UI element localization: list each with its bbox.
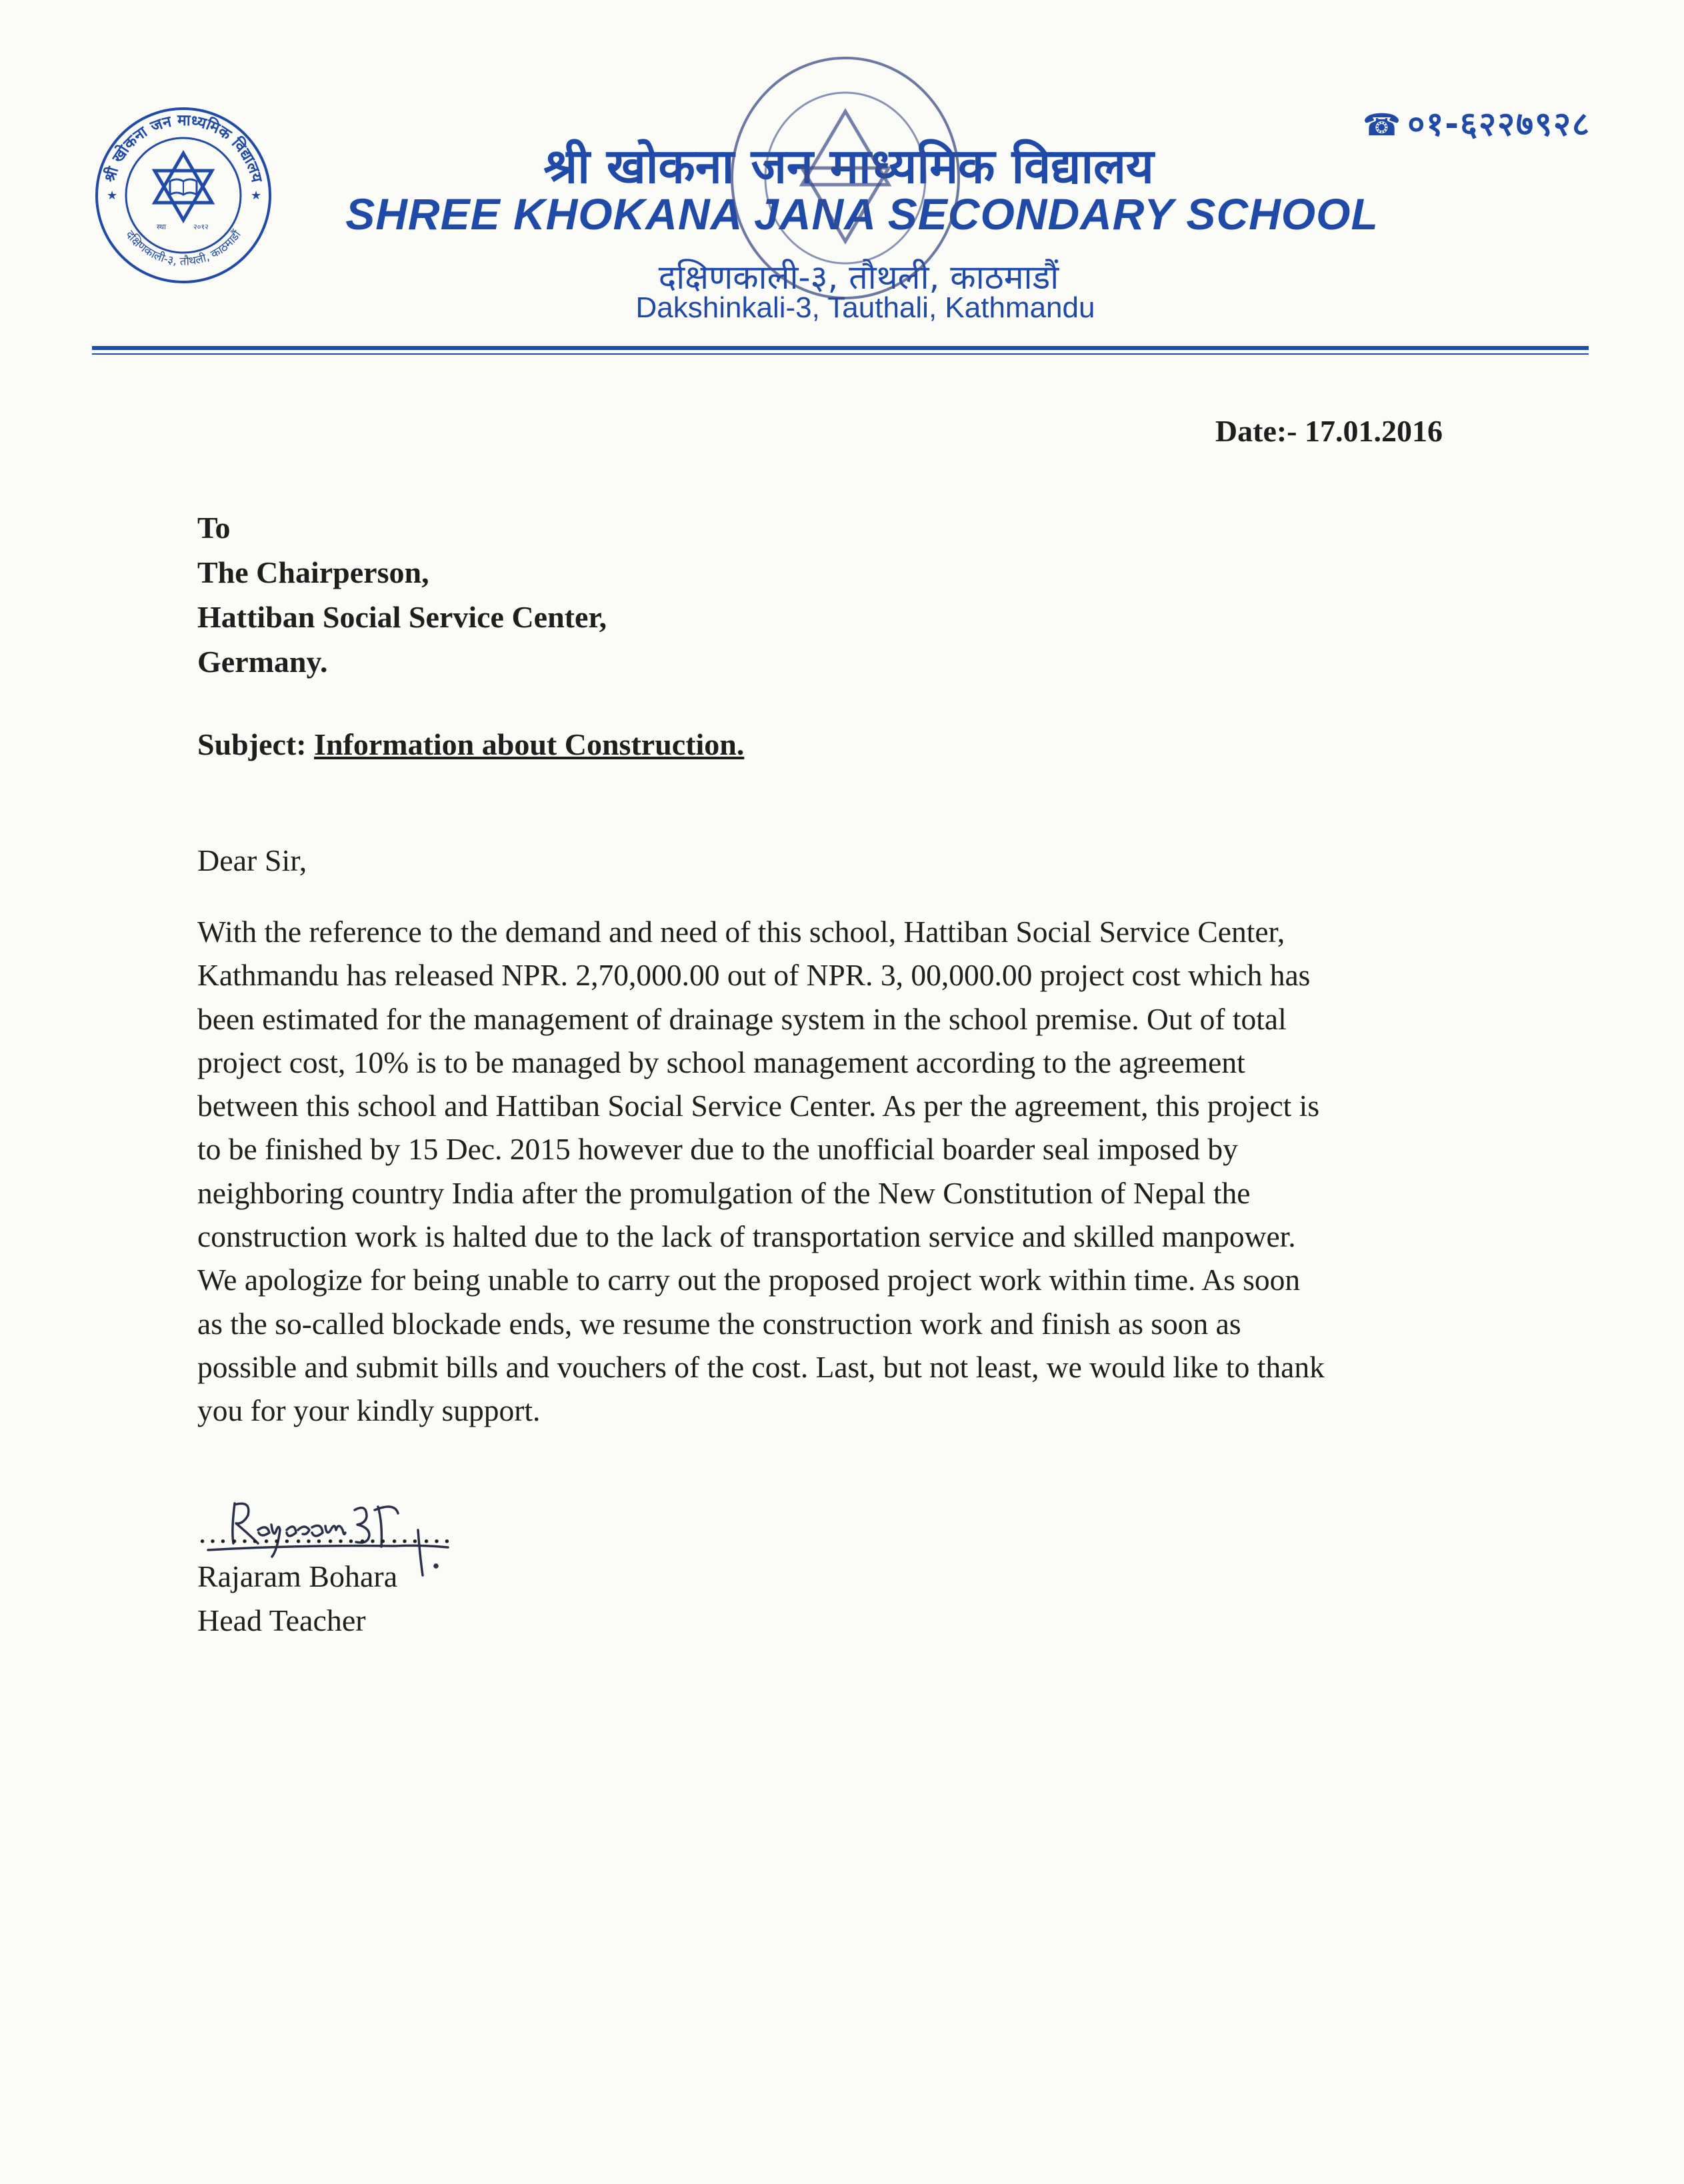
svg-text:★: ★	[107, 189, 118, 202]
recipient-line: Hattiban Social Service Center,	[197, 600, 607, 634]
recipient-line: The Chairperson,	[197, 555, 429, 589]
letterhead-rule-thin	[92, 353, 1589, 355]
svg-text:★: ★	[251, 189, 262, 202]
signature-dots: ……………………	[197, 1515, 453, 1549]
letter-date: Date:- 17.01.2016	[1215, 414, 1443, 448]
body-line: construction work is halted due to the lack of transportation service and skilled manpower.	[197, 1219, 1296, 1254]
body-line: Kathmandu has released NPR. 2,70,000.00 out of NPR. 3, 00,000.00 project cost which has	[197, 958, 1311, 993]
recipient-to: To	[197, 511, 231, 545]
logo-year-left: स्था	[157, 223, 166, 231]
telephone-icon: ☎	[1362, 107, 1403, 143]
school-stamp	[722, 48, 969, 315]
school-address-nepali: दक्षिणकाली-३, तौथली, काठमाडौं	[658, 258, 1059, 297]
body-line: possible and submit bills and vouchers of the cost. Last, but not least, we would like to thank	[197, 1349, 1325, 1384]
signatory-title: Head Teacher	[197, 1603, 366, 1637]
letter-body	[197, 910, 1484, 1433]
body-line: neighboring country India after the promulgation of the New Constitution of Nepal the	[197, 1175, 1251, 1210]
logo-year-right: २०१२	[193, 223, 209, 231]
body-line: With the reference to the demand and need of this school, Hattiban Social Service Center,	[197, 915, 1285, 949]
body-line: between this school and Hattiban Social Service Center. As per the agreement, this project is	[197, 1089, 1320, 1123]
recipient-block	[197, 505, 607, 684]
school-name-nepali: श्री खोकना जन माध्यमिक विद्यालय	[543, 138, 1154, 194]
letterhead-rule	[92, 346, 1589, 350]
salutation: Dear Sir,	[197, 843, 307, 877]
body-line: been estimated for the management of drainage system in the school premise. Out of total	[197, 1001, 1287, 1036]
subject-text: Information about Construction.	[314, 727, 745, 761]
subject-label: Subject:	[197, 727, 307, 761]
body-line: as the so-called blockade ends, we resume the construction work and finish as soon as	[197, 1306, 1241, 1341]
logo-ring-text: श्री खोकना जन माध्यमिक विद्यालय	[101, 111, 266, 185]
body-line: you for your kindly support.	[197, 1393, 541, 1428]
logo-ring-text-bottom: दक्षिणकाली-३, तौथली, काठमाडौं	[123, 228, 244, 269]
subject-line	[197, 727, 744, 762]
signatory-name: Rajaram Bohara	[197, 1559, 398, 1593]
body-line: project cost, 10% is to be managed by school management according to the agreement	[197, 1045, 1245, 1079]
phone-number: ०१-६२२७९२८	[1407, 105, 1591, 143]
school-phone	[1363, 100, 1591, 145]
body-line: to be finished by 15 Dec. 2015 however due to the unofficial boarder seal imposed by	[197, 1132, 1238, 1167]
school-name-english: SHREE KHOKANA JANA SECONDARY SCHOOL	[345, 189, 1379, 239]
school-address-english: Dakshinkali-3, Tauthali, Kathmandu	[635, 291, 1095, 324]
recipient-line: Germany.	[197, 645, 328, 679]
body-line: We apologize for being unable to carry out the proposed project work within time. As soon	[197, 1263, 1301, 1297]
